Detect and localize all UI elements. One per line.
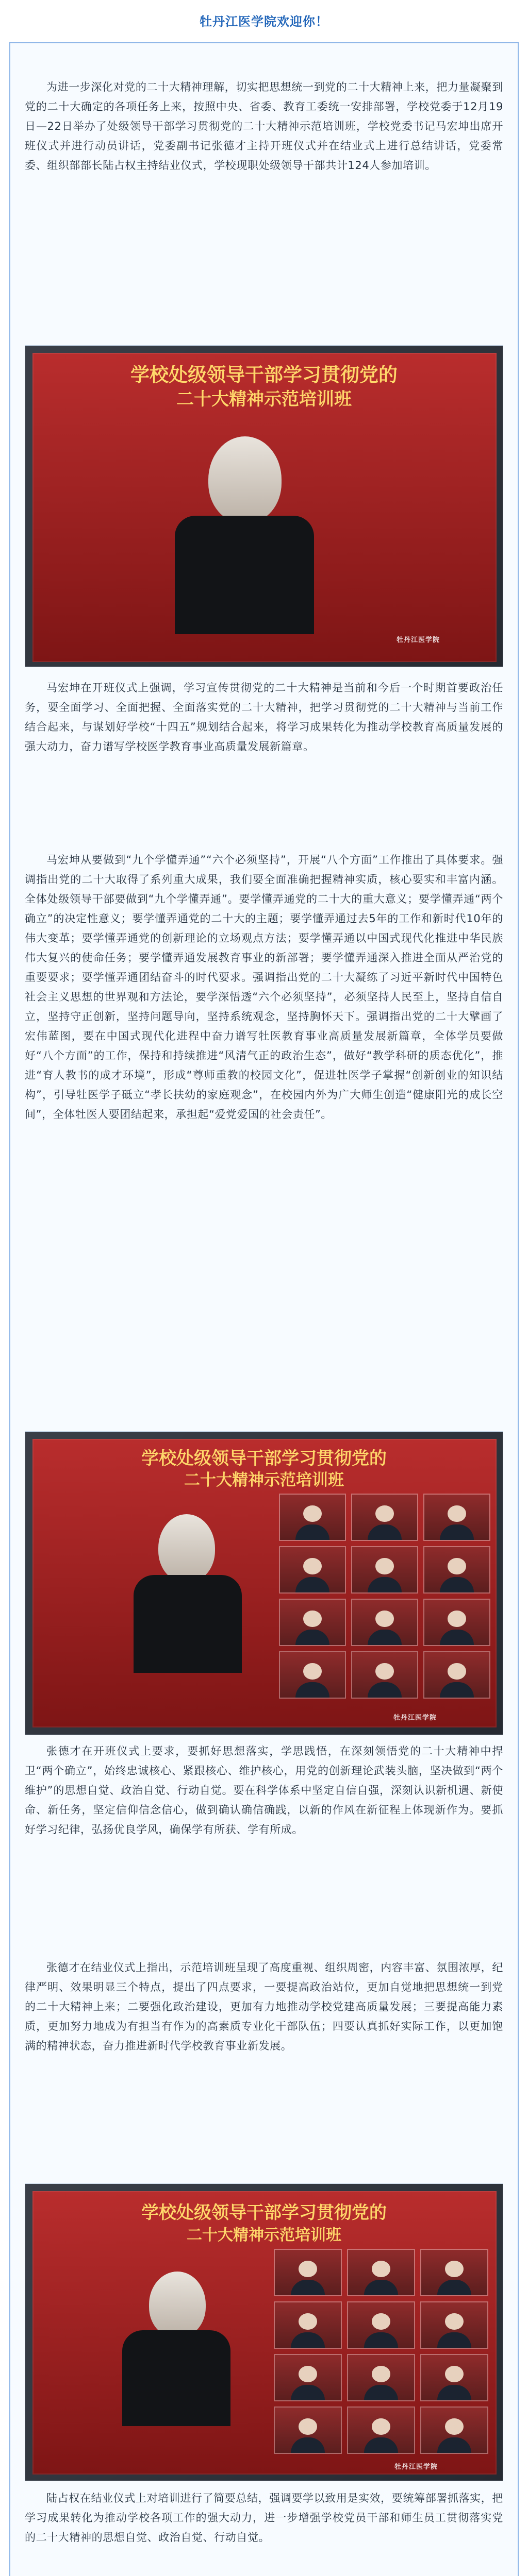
paragraph-3: 马宏坤从要做到“九个学懂弄通”“六个必须坚持”，开展“八个方面”工作推出了具体要求。强调指出党的二十大取得了系列重大成果，我们要全面准确把握精神实质，核心要实和丰富内涵。全体处级领导干部要做到“九个学懂弄通”。要学懂弄通党的二十大的重大意义；要学懂弄通“两个确立”的决定性意义；要学懂弄通党的二十大的主题；要学懂弄通过去5年的工作和新时代10年的伟大变革；要学懂弄通党的创新理论的立场观点方法；要学懂弄通以中国式现代化推进中华民族伟大复兴的使命任务；要学懂弄通发展教育事业的新部署；要学懂弄通深入推进全面从严治党的重要要求；要学懂弄通团结奋斗的时代要求。强调指出党的二十大凝练了习近平新时代中国特色社会主义思想的世界观和方法论，要学深悟透“六个必须坚持”，必须坚持人民至上，坚持自信自立，坚持守正创新，坚持问题导向，坚持系统观念，坚持胸怀天下。强调指出党的二十大擘画了宏伟蓝图，要在中国式现代化进程中奋力谱写牡医教育事业高质量发展新篇章，全体学员要做好“八个方面”的工作，保持和持续推进“风清气正的政治生态”，做好“教学科研的质态优化”，推进“育人教书的成才环境”，形成“尊师重教的校园文化”，促进牡医学子掌握“创新创业的知识结构”，引导牡医学子砥立“孝长扶幼的家庭观念”，在校园内外为广大师生创造“健康阳光的成长空间”，全体牡医人要团结起来，承担起“爱党爱国的社会责任”。 bbox=[25, 854, 503, 1121]
meeting-title-line-2-closing: 二十大精神示范培训班 bbox=[187, 2226, 341, 2244]
meeting-title-line-1-grid: 学校处级领导干部学习贯彻党的 bbox=[141, 1448, 387, 1469]
meeting-title-line-1-closing: 学校处级领导干部学习贯彻党的 bbox=[141, 2202, 387, 2223]
watermark-3: 牡丹江医学院 bbox=[394, 2463, 438, 2471]
paragraph-5: 张德才在结业仪式上指出，示范培训班呈现了高度重视、组织周密，内容丰富、氛围浓厚，纪律严明、效果明显三个特点，提出了四点要求，一要提高政治站位，更加自觉地把思想统一到党的二十大精神上来；二要强化政治建设，更加有力地推动学校党建高质量发展；三要提高能力素质，更加努力地成为有担当有作为的高素质专业化干部队伍；四要认真抓好实际工作，以更加饱满的精神状态，奋力推进新时代学校教育事业新发展。 bbox=[25, 1961, 503, 2052]
meeting-title-line-2: 二十大精神示范培训班 bbox=[176, 389, 352, 410]
meeting-title-line-2-grid: 二十大精神示范培训班 bbox=[184, 1471, 344, 1489]
welcome-bar bbox=[0, 0, 528, 40]
paragraph-6: 陆占权在结业仪式上对培训进行了简要总结，强调要学以致用是实效，要统筹部署抓落实，把学习成果转化为推动学校各项工作的强大动力，进一步增强学校党员干部和师生员工贯彻落实党的二十大精神的思想自觉、政治自觉、行动自觉。 bbox=[25, 2492, 503, 2544]
watermark: 牡丹江医学院 bbox=[397, 636, 440, 644]
paragraph-4: 张德才在开班仪式上要求，要抓好思想落实，学思践悟，在深刻领悟党的二十大精神中捍卫“两个确立”，始终忠诚核心、紧跟核心、维护核心，用党的创新理论武装头脑，坚决做到“两个维护”的思想自觉、政治自觉、行动自觉。要在科学体系中坚定自信自强，深刻认识新机遇、新使命、新任务，坚定信仰信念信心，做到确认确信确践，以新的作风在新征程上体现新作为。要抓好学习纪律，弘扬优良学风，确保学有所获、学有所成。 bbox=[25, 1745, 503, 1836]
welcome-title: 牡丹江医学院欢迎你！ bbox=[200, 14, 328, 29]
meeting-title-line-1: 学校处级领导干部学习贯彻党的 bbox=[130, 363, 398, 386]
opening-session-grid-photo bbox=[25, 1431, 503, 1735]
closing-session-photo bbox=[25, 2183, 503, 2481]
paragraph-1: 为进一步深化对党的二十大精神理解，切实把思想统一到党的二十大精神上来，把力量凝聚到党的二十大确定的各项任务上来，按照中央、省委、教育工委统一安排部署，学校党委于12月19日—22日举办了处级领导干部学习贯彻党的二十大精神示范培训班，学校党委书记马宏坤出席开班仪式并进行动员讲话，党委副书记张德才主持开班仪式并在结业式上进行总结讲话，党委常委、组织部部长陆占权主持结业仪式，学校现职处级领导干部共计124人参加培训。 bbox=[25, 81, 503, 172]
watermark-2: 牡丹江医学院 bbox=[393, 1714, 437, 1722]
paragraph-2: 马宏坤在开班仪式上强调，学习宣传贯彻党的二十大精神是当前和今后一个时期首要政治任务，要全面学习、全面把握、全面落实党的二十大精神，把学习贯彻党的二十大精神与当前工作结合起来，与谋划好学校“十四五”规划结合起来，将学习成果转化为推动学校教育高质量发展的强大动力，奋力谱写学校医学教育事业高质量发展新篇章。 bbox=[25, 682, 503, 753]
opening-session-photo bbox=[25, 345, 503, 667]
